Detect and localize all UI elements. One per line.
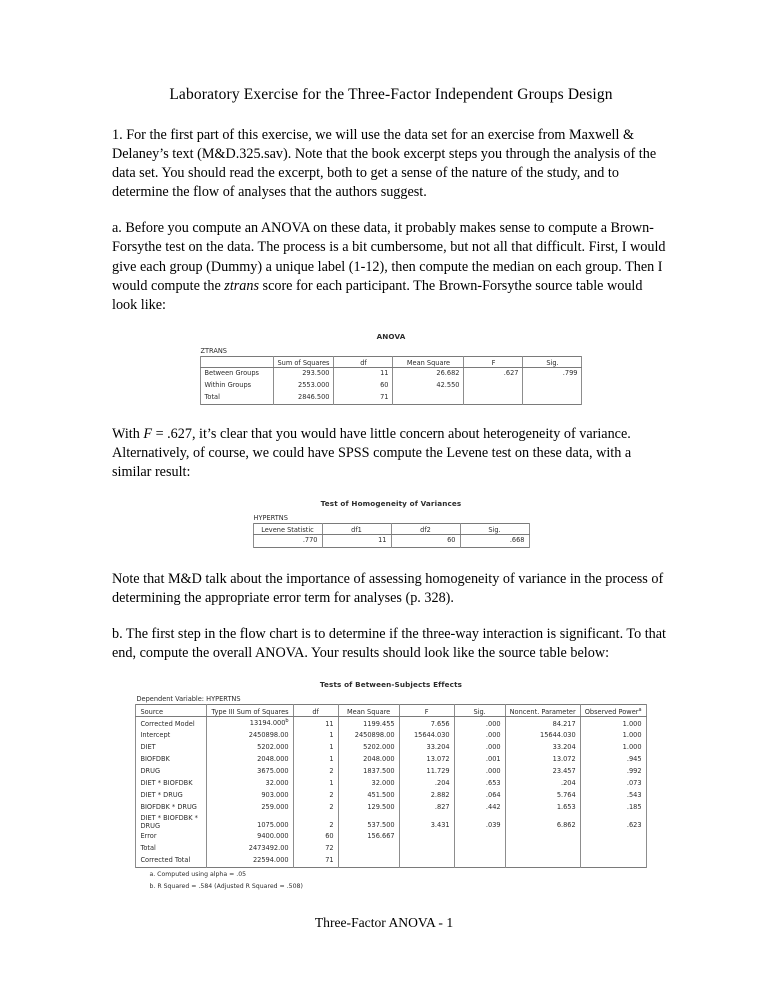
paragraph-brown-forsythe-part2: score for each participant. The Brown-Forsythe source table would look like: xyxy=(112,277,643,313)
anova-row0-df: 11 xyxy=(334,367,393,379)
bs-row9-source: Error xyxy=(136,831,207,843)
bs-row5-noncent: .204 xyxy=(505,778,580,790)
bs-row11-power xyxy=(580,855,646,867)
paragraph-levene-part1: With xyxy=(112,425,144,442)
table-row xyxy=(200,392,582,404)
bs-row11-f xyxy=(399,855,454,867)
bs-row4-power: .992 xyxy=(580,766,646,778)
bs-row5-source: DIET * BIOFDBK xyxy=(136,778,207,790)
bs-row11-ss: 22594.000 xyxy=(207,855,293,867)
bs-row5-f: .204 xyxy=(399,778,454,790)
bs-row2-source: DIET xyxy=(136,742,207,754)
anova-header-sum-of-squares: Sum of Squares xyxy=(273,356,334,367)
bs-row10-df: 72 xyxy=(293,843,338,855)
bs-row9-f xyxy=(399,831,454,843)
bs-row2-f: 33.204 xyxy=(399,742,454,754)
document-body xyxy=(112,86,670,891)
anova-header-row xyxy=(200,356,582,367)
bs-header-noncent-parameter: Noncent. Parameter xyxy=(505,705,580,717)
bs-row11-ms xyxy=(338,855,399,867)
bs-row8-source: DIET * BIOFDBK * DRUG xyxy=(136,814,207,832)
table-row xyxy=(136,843,646,855)
bs-row1-ss: 2450898.00 xyxy=(207,730,293,742)
bs-row5-power: .073 xyxy=(580,778,646,790)
table-row xyxy=(136,831,646,843)
levene-table-caption: HYPERTNS xyxy=(253,513,288,522)
bs-row1-power: 1.000 xyxy=(580,730,646,742)
bs-row7-ss: 259.000 xyxy=(207,802,293,814)
paragraph-levene-part2: = .627, it’s clear that you would have little concern about heterogeneity of variance. Alternatively, of course, we could have SPSS compute the Levene test on these data, with a similar result: xyxy=(112,425,632,480)
levene-header-row xyxy=(253,523,529,534)
bs-row7-power: .185 xyxy=(580,802,646,814)
bs-row11-noncent xyxy=(505,855,580,867)
levene-header-sig: Sig. xyxy=(460,523,529,534)
anova-table-caption: ZTRANS xyxy=(200,346,227,355)
anova-row2-sig xyxy=(523,392,582,404)
bs-row9-ms: 156.667 xyxy=(338,831,399,843)
bs-row0-df: 11 xyxy=(293,717,338,731)
levene-header-df2: df2 xyxy=(391,523,460,534)
bs-row5-sig: .653 xyxy=(454,778,505,790)
table-row xyxy=(136,802,646,814)
bs-row7-ms: 129.500 xyxy=(338,802,399,814)
bs-row1-df: 1 xyxy=(293,730,338,742)
levene-table-title: Test of Homogeneity of Variances xyxy=(320,498,462,508)
anova-header-df: df xyxy=(334,356,393,367)
anova-row1-df: 60 xyxy=(334,380,393,392)
bs-row6-source: DIET * DRUG xyxy=(136,790,207,802)
anova-row1-sig xyxy=(523,380,582,392)
anova-row0-f: .627 xyxy=(464,367,523,379)
bs-header-mean-square: Mean Square xyxy=(338,705,399,717)
bs-row7-df: 2 xyxy=(293,802,338,814)
bs-row3-ms: 2048.000 xyxy=(338,754,399,766)
paragraph-brown-forsythe-part1: a. Before you compute an ANOVA on these data, it probably makes sense to compute a Brown-Forsythe test on the data. The process is a bit cumbersome, but not all that difficult. First, I would give each group (Dummy) a unique label (1-12), then compute the median on each group. Then I would compute the xyxy=(112,220,666,294)
bs-row4-source: DRUG xyxy=(136,766,207,778)
anova-row2-f xyxy=(464,392,523,404)
levene-header-df1: df1 xyxy=(322,523,391,534)
bs-row0-ss-value: 13194.000 xyxy=(249,719,286,728)
anova-row0-sig: .799 xyxy=(523,367,582,379)
bs-row8-sig: .039 xyxy=(454,814,505,832)
bs-row0-f: 7.656 xyxy=(399,717,454,731)
bs-row10-source: Total xyxy=(136,843,207,855)
bs-row9-noncent xyxy=(505,831,580,843)
bs-row7-f: .827 xyxy=(399,802,454,814)
table-row xyxy=(200,367,582,379)
between-subjects-header-row xyxy=(136,705,646,717)
anova-row2-source: Total xyxy=(200,392,273,404)
anova-row0-ms: 26.682 xyxy=(393,367,464,379)
bs-header-type3-ss: Type III Sum of Squares xyxy=(207,705,293,717)
bs-row10-ms xyxy=(338,843,399,855)
between-subjects-table xyxy=(135,704,646,868)
anova-row1-source: Within Groups xyxy=(200,380,273,392)
between-subjects-table-caption: Dependent Variable: HYPERTNS xyxy=(136,695,241,704)
bs-row4-ms: 1837.500 xyxy=(338,766,399,778)
anova-row1-ms: 42.550 xyxy=(393,380,464,392)
table-row xyxy=(136,754,646,766)
paragraph-intro: 1. For the first part of this exercise, we will use the data set for an exercise from Maxwell & Delaney’s text (M&D.325.sav). Note that the book excerpt steps you through the analysis of the data set. You should read the excerpt, both to get a sense of the nature of the study, and to determine the flow of analyses that the authors suggest. xyxy=(112,127,657,201)
anova-row2-ms xyxy=(393,392,464,404)
bs-row10-power xyxy=(580,843,646,855)
bs-row2-power: 1.000 xyxy=(580,742,646,754)
bs-row5-ss: 32.000 xyxy=(207,778,293,790)
bs-row3-df: 1 xyxy=(293,754,338,766)
table-row xyxy=(136,790,646,802)
anova-header-source xyxy=(200,356,273,367)
bs-row0-ms: 1199.455 xyxy=(338,717,399,731)
between-subjects-table-head xyxy=(136,705,646,717)
paragraph-brown-forsythe xyxy=(112,219,670,314)
anova-row0-ss: 293.500 xyxy=(273,367,334,379)
bs-row3-source: BIOFDBK xyxy=(136,754,207,766)
bs-row0-sig: .000 xyxy=(454,717,505,731)
bs-row8-power: .623 xyxy=(580,814,646,832)
bs-row6-f: 2.882 xyxy=(399,790,454,802)
bs-header-observed-power-superscript: a xyxy=(638,707,642,714)
anova-header-f: F xyxy=(464,356,523,367)
bs-row11-df: 71 xyxy=(293,855,338,867)
bs-row4-sig: .000 xyxy=(454,766,505,778)
table-row xyxy=(136,814,646,832)
anova-table-head xyxy=(200,356,582,367)
bs-row4-df: 2 xyxy=(293,766,338,778)
levene-sig: .668 xyxy=(460,534,529,547)
anova-row2-ss: 2846.500 xyxy=(273,392,334,404)
anova-figure-inner xyxy=(200,332,583,405)
bs-row6-ms: 451.500 xyxy=(338,790,399,802)
bs-row6-power: .543 xyxy=(580,790,646,802)
table-row xyxy=(136,730,646,742)
bs-row4-ss: 3675.000 xyxy=(207,766,293,778)
table-row xyxy=(253,534,529,547)
bs-row9-power xyxy=(580,831,646,843)
table-row xyxy=(200,380,582,392)
levene-df1: 11 xyxy=(322,534,391,547)
bs-row6-sig: .064 xyxy=(454,790,505,802)
anova-header-mean-square: Mean Square xyxy=(393,356,464,367)
bs-row2-df: 1 xyxy=(293,742,338,754)
paragraph-overall-anova: b. The first step in the flow chart is to determine if the three-way interaction is significant. To that end, compute the overall ANOVA. Your results should look like the source table below: xyxy=(112,625,667,662)
bs-header-observed-power-label: Observed Power xyxy=(584,708,639,717)
levene-figure-inner xyxy=(253,499,530,548)
bs-row7-sig: .442 xyxy=(454,802,505,814)
bs-row8-df: 2 xyxy=(293,814,338,832)
bs-header-sig: Sig. xyxy=(454,705,505,717)
levene-df2: 60 xyxy=(391,534,460,547)
bs-row3-f: 13.072 xyxy=(399,754,454,766)
bs-row11-sig xyxy=(454,855,505,867)
bs-row2-sig: .000 xyxy=(454,742,505,754)
between-subjects-table-title: Tests of Between-Subjects Effects xyxy=(319,680,463,690)
anova-row1-f xyxy=(464,380,523,392)
bs-row0-noncent: 84.217 xyxy=(505,717,580,731)
page-footer: Three-Factor ANOVA - 1 xyxy=(314,915,454,930)
table-row xyxy=(136,717,646,731)
bs-row11-source: Corrected Total xyxy=(136,855,207,867)
anova-row0-source: Between Groups xyxy=(200,367,273,379)
levene-figure xyxy=(112,499,670,548)
bs-row0-ss xyxy=(207,717,293,731)
bs-row10-sig xyxy=(454,843,505,855)
bs-row2-noncent: 33.204 xyxy=(505,742,580,754)
table-row xyxy=(136,855,646,867)
bs-row0-ss-superscript: b xyxy=(285,718,289,725)
bs-row6-ss: 903.000 xyxy=(207,790,293,802)
bs-row8-ss: 1075.000 xyxy=(207,814,293,832)
ztrans-term: ztrans xyxy=(224,277,259,294)
bs-row9-sig xyxy=(454,831,505,843)
bs-row3-power: .945 xyxy=(580,754,646,766)
bs-row2-ss: 5202.000 xyxy=(207,742,293,754)
anova-table-title: ANOVA xyxy=(376,331,406,341)
bs-row10-ss: 2473492.00 xyxy=(207,843,293,855)
bs-row1-sig: .000 xyxy=(454,730,505,742)
bs-row9-df: 60 xyxy=(293,831,338,843)
bs-row3-sig: .001 xyxy=(454,754,505,766)
bs-row8-ms: 537.500 xyxy=(338,814,399,832)
f-statistic-symbol: F xyxy=(143,425,153,442)
levene-header-statistic: Levene Statistic xyxy=(253,523,322,534)
bs-row7-noncent: 1.653 xyxy=(505,802,580,814)
anova-figure xyxy=(112,332,670,405)
bs-row9-ss: 9400.000 xyxy=(207,831,293,843)
bs-row6-df: 2 xyxy=(293,790,338,802)
bs-row0-power: 1.000 xyxy=(580,717,646,731)
page-title: Laboratory Exercise for the Three-Factor Independent Groups Design xyxy=(169,86,613,103)
paragraph-levene-intro xyxy=(112,425,670,482)
bs-row4-f: 11.729 xyxy=(399,766,454,778)
levene-value: .770 xyxy=(253,534,322,547)
bs-header-df: df xyxy=(293,705,338,717)
bs-row10-noncent xyxy=(505,843,580,855)
bs-row0-source: Corrected Model xyxy=(136,717,207,731)
anova-header-sig: Sig. xyxy=(523,356,582,367)
bs-row3-ss: 2048.000 xyxy=(207,754,293,766)
bs-row5-df: 1 xyxy=(293,778,338,790)
levene-table-body xyxy=(253,534,529,547)
anova-table xyxy=(200,356,583,405)
bs-row2-ms: 5202.000 xyxy=(338,742,399,754)
bs-row10-f xyxy=(399,843,454,855)
between-subjects-figure-inner xyxy=(135,680,646,891)
levene-table xyxy=(253,523,530,548)
anova-table-body xyxy=(200,367,582,404)
bs-row1-ms: 2450898.00 xyxy=(338,730,399,742)
table-row xyxy=(136,766,646,778)
between-subjects-table-body xyxy=(136,717,646,868)
levene-table-head xyxy=(253,523,529,534)
paragraph-md-note: Note that M&D talk about the importance of assessing homogeneity of variance in the process of determining the appropriate error term for analyses (p. 328). xyxy=(112,570,664,606)
bs-row1-noncent: 15644.030 xyxy=(505,730,580,742)
bs-row6-noncent: 5.764 xyxy=(505,790,580,802)
bs-row1-source: Intercept xyxy=(136,730,207,742)
table-row xyxy=(136,742,646,754)
bs-header-source: Source xyxy=(136,705,207,717)
between-subjects-footnote-b: b. R Squared = .584 (Adjusted R Squared = .508) xyxy=(149,882,303,890)
bs-row1-f: 15644.030 xyxy=(399,730,454,742)
bs-row8-f: 3.431 xyxy=(399,814,454,832)
bs-row7-source: BIOFDBK * DRUG xyxy=(136,802,207,814)
anova-row2-df: 71 xyxy=(334,392,393,404)
anova-row1-ss: 2553.000 xyxy=(273,380,334,392)
between-subjects-footnote-a: a. Computed using alpha = .05 xyxy=(149,871,247,879)
between-subjects-figure xyxy=(112,680,670,891)
bs-row3-noncent: 13.072 xyxy=(505,754,580,766)
bs-header-observed-power xyxy=(580,705,646,717)
bs-header-f: F xyxy=(399,705,454,717)
bs-row4-noncent: 23.457 xyxy=(505,766,580,778)
bs-row8-noncent: 6.862 xyxy=(505,814,580,832)
table-row xyxy=(136,778,646,790)
bs-row5-ms: 32.000 xyxy=(338,778,399,790)
